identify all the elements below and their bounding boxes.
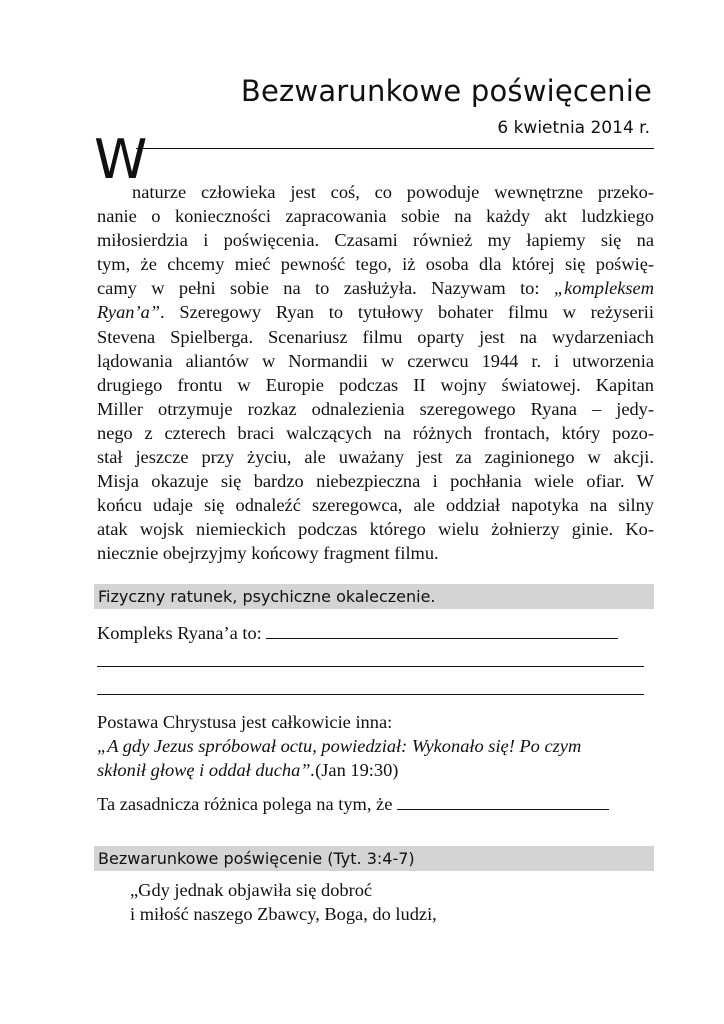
intro-line-text: . Szeregowy Ryan to tytułowy bohater filmu w reżyserii	[160, 302, 654, 323]
intro-line: niecznie obejrzyjmy końcowy fragment filmu.	[97, 543, 439, 564]
intro-line: końcu udaje się odnaleźć szeregowca, ale oddział napotyka na silny	[97, 495, 654, 516]
intro-line: lądowania aliantów w Normandii w czerwcu 1944 r. i utworzenia	[97, 350, 654, 371]
prompt-text: Ta zasadnicza różnica polega na tym, że	[97, 794, 397, 814]
christ-attitude-intro: Postawa Chrystusa jest całkowicie inna:	[97, 712, 393, 732]
intro-line-text: camy w pełni sobie na to zasłużyła. Nazywam to:	[97, 278, 554, 299]
intro-line: nanie o konieczności zapracowania sobie na każdy akt ludzkiego	[97, 206, 654, 227]
drop-cap: W	[94, 128, 148, 191]
intro-line: naturze człowieka jest coś, co powoduje wewnętrzne przeko-	[132, 182, 654, 202]
difference-prompt	[97, 791, 654, 816]
answer-blank[interactable]	[397, 791, 609, 810]
section-heading-unconditional-sacrifice: Bezwarunkowe poświęcenie (Tyt. 3:4-7)	[94, 846, 654, 871]
quote-line	[97, 758, 654, 782]
intro-italic-term: Ryan’a”	[97, 302, 161, 323]
intro-line: Miller otrzymuje rozkaz odnalezienia szeregowego Ryana – jedy-	[97, 398, 654, 419]
answer-blank-line[interactable]	[97, 694, 644, 695]
quote-reference: (Jan 19:30)	[315, 760, 399, 780]
intro-line: miłosierdzia i poświęcenia. Czasami również my łapiemy się na	[97, 230, 654, 251]
answer-blank-line[interactable]	[97, 666, 644, 667]
intro-line: drugiego frontu w Europie podczas II wojny światowej. Kapitan	[97, 374, 654, 395]
intro-paragraph	[97, 180, 654, 566]
quote-text: skłonił głowę i oddał ducha”.	[97, 760, 316, 780]
page-title: Bezwarunkowe poświęcenie	[240, 74, 652, 108]
intro-line: atak wojsk niemieckich podczas którego wielu żołnierzy ginie. Ko-	[97, 519, 654, 540]
intro-line: Misja okazuje się bardzo niebezpieczna i pochłania wiele ofiar. W	[97, 471, 654, 492]
quote-line: „A gdy Jezus spróbował octu, powiedział: Wykonało się! Po czym	[97, 736, 582, 756]
intro-line: Stevena Spielberga. Scenariusz filmu oparty jest na wydarzeniach	[97, 326, 654, 347]
answer-blank[interactable]	[266, 620, 618, 639]
intro-italic-term: „kompleksem	[553, 278, 654, 299]
titus-quote-line: i miłość naszego Zbawcy, Boga, do ludzi,	[130, 904, 437, 924]
title-rule	[136, 148, 654, 149]
prompt-text: Kompleks Ryana’a to:	[97, 623, 267, 643]
intro-line	[97, 300, 654, 324]
ryan-complex-prompt	[97, 620, 654, 645]
section-heading-physical-rescue: Fizyczny ratunek, psychiczne okaleczenie.	[94, 584, 654, 609]
intro-line	[97, 276, 654, 300]
intro-line: stał jeszcze przy życiu, ale uważany jest za zaginionego w akcji.	[97, 447, 654, 468]
titus-quote-line: „Gdy jednak objawiła się dobroć	[130, 880, 373, 900]
intro-line: nego z czterech braci walczących na różnych frontach, który pozo-	[97, 422, 654, 443]
date-label: 6 kwietnia 2014 r.	[497, 118, 650, 138]
intro-line: tym, że chcemy mieć pewność tego, iż osoba dla której się poświę-	[97, 254, 654, 275]
